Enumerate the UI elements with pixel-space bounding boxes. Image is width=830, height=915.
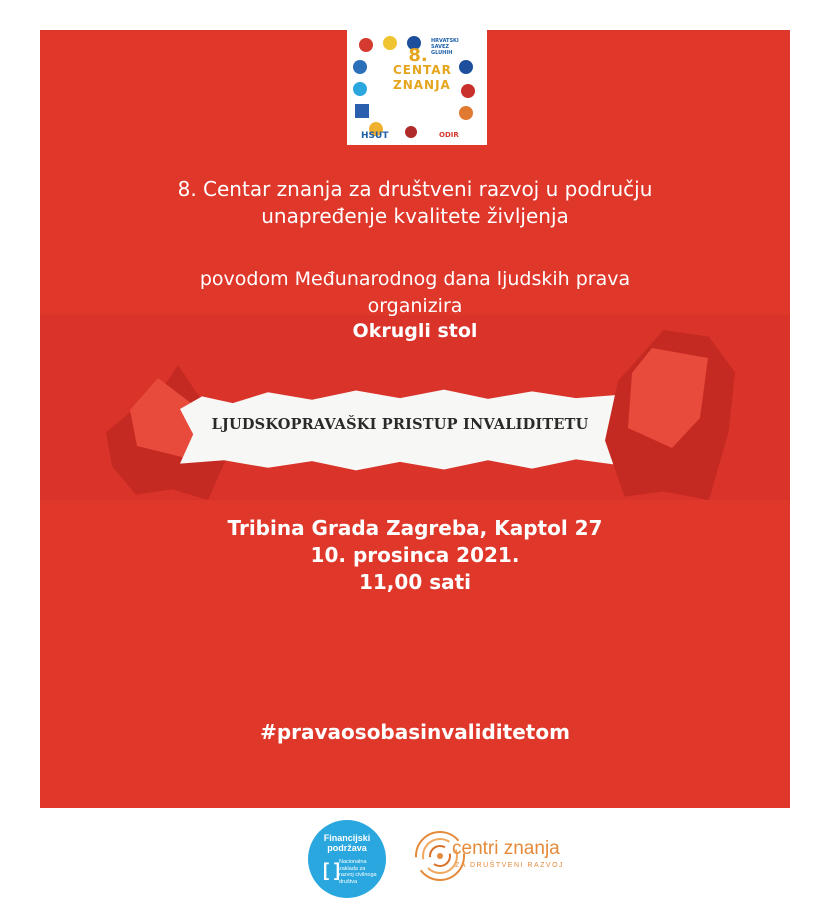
partner-hsut: HSUT <box>361 131 389 141</box>
centri-znanja-subtitle: ZA DRUŠTVENI RAZVOJ <box>455 862 565 869</box>
bracket-icon: [ ] <box>323 860 340 880</box>
centar-znanja-mark <box>393 45 452 93</box>
wheelchair-icon <box>355 104 369 118</box>
poster <box>40 30 790 808</box>
headline-line-1: 8. Centar znanja za društveni razvoj u području <box>177 177 653 201</box>
accessibility-icon <box>353 82 367 96</box>
centar-number: 8. <box>408 45 428 66</box>
date: 10. prosinca 2021. <box>310 543 520 567</box>
target-icon <box>461 84 475 98</box>
s-emblem-icon <box>459 60 473 74</box>
occasion <box>40 266 790 320</box>
flower-icon <box>459 106 473 120</box>
person-icon <box>353 60 367 74</box>
centri-znanja-title: centri znanja <box>452 838 560 859</box>
funder-title: Financijski podržava <box>323 833 371 853</box>
occasion-line-1: povodom Međunarodnog dana ljudskih prava <box>199 268 631 290</box>
cross-icon <box>359 38 373 52</box>
funder-name: Nacionalna zaklada za razvoj civilnoga društva <box>339 859 377 885</box>
event-details <box>40 515 790 596</box>
occasion-line-2: organizira <box>367 295 463 317</box>
centre-logo-box <box>347 30 487 145</box>
partner-odir: ODIR <box>439 131 459 139</box>
time: 11,00 sati <box>358 570 472 594</box>
seal-icon <box>405 126 417 138</box>
event-type: Okrugli stol <box>352 320 478 342</box>
venue: Tribina Grada Zagreba, Kaptol 27 <box>227 516 603 540</box>
hashtag: #pravaosobasinvaliditetom <box>260 720 570 744</box>
headline-line-2: unapređenje kvalitete življenja <box>261 204 569 228</box>
funder-logo <box>308 820 386 898</box>
znanja-word: ZNANJA <box>393 78 451 92</box>
headline <box>40 176 790 230</box>
event-title: LJUDSKOPRAVAŠKI PRISTUP INVALIDITETU <box>211 416 589 433</box>
partner-hsgs: HRVATSKI SAVEZ GLUHIH <box>431 38 459 56</box>
centar-word: CENTAR <box>393 63 452 77</box>
